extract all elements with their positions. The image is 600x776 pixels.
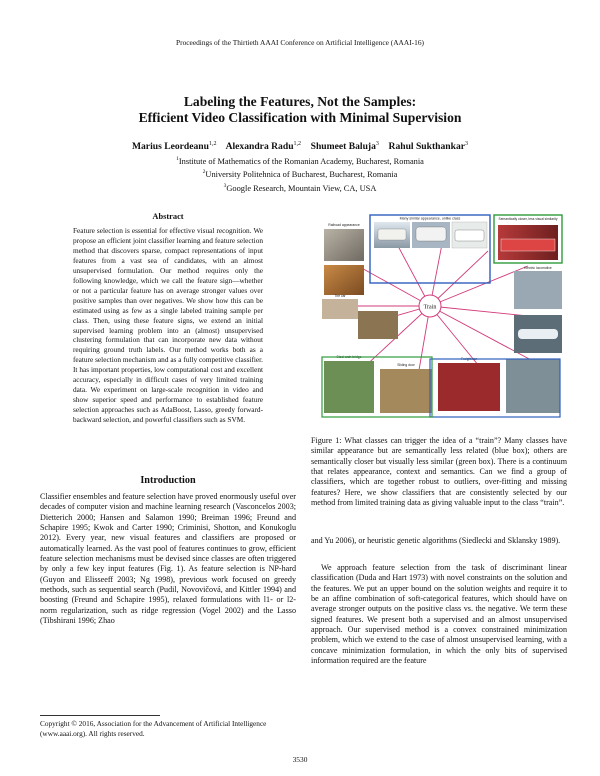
author: Alexandra Radu$^{1,2}$ xyxy=(225,141,302,153)
abstract-text: Feature selection is essential for effective visual recognition. We propose an efficient joint classifier learning and feature selection method that discovers sparse, compact representations of input features from a vast sea of candidates, with an almost unsupervised formulation. Our method requires only the following knowledge, which we call the feature sign—whether or not a particular feature has on average stronger values over positive samples than over negatives. We show how this can be estimated using as few as a single labeled training sample per class. Then, using these feature signs, we extend an initial supervised learning problem into an (almost) unsupervised clustering formulation that can incorporate new data without requiring ground truth labels. Our method works both as a feature selection mechanism and as a fully competitive classifier. It has important properties, low computational cost and excellent accuracy, especially in difficult cases of very limited training data. We experiment on large-scale recognition in video and show superior speed and performance to established feature selection approaches such as AdaBoost, Lasso, greedy forward-backward selection, and powerful classifiers such as SVM. xyxy=(73,226,263,425)
mid-left-label: Tire car xyxy=(334,294,346,298)
affiliation: $^1$Institute of Mathematics of the Romanian Academy, Bucharest, Romania xyxy=(176,156,424,166)
proceedings-header: Proceedings of the Thirtieth AAAI Conference on Artificial Intelligence (AAAI-16) xyxy=(176,38,424,47)
introduction-col2-b: We approach feature selection from the task of discriminant linear classification (Duda and Hart 1973) with novel constraints on the solution and the features. We put an upper bound on the solution weights and require it to be an affine combination of soft-categorical features, which should have on average stronger outputs on the positive class vs. the negative. We term these signed features. We present both a supervised and an almost unsupervised approach. Our supervised method is a convex constrained minimization problem, which we extend to the case of almost unsupervised learning, with a concave minimization formulation, in which the only bits of supervised information required are the feature xyxy=(311,563,567,666)
left-label: Railroad appearance xyxy=(328,223,360,227)
bottom-left-label: Steel arch bridge xyxy=(336,355,362,359)
author-list xyxy=(0,141,600,152)
affiliation: $^3$Google Research, Mountain View, CA, USA xyxy=(223,182,377,193)
photo-freight-car xyxy=(438,363,500,411)
footnote-rule xyxy=(40,715,160,716)
author: Shumeet Baluja$^3$ xyxy=(310,141,379,153)
photo-tire-car xyxy=(322,299,358,319)
affiliations xyxy=(0,154,600,194)
page-number: 3530 xyxy=(292,755,308,764)
title-line-2: Efficient Video Classification with Minimal Supervision xyxy=(138,110,462,125)
figure-1 xyxy=(318,211,565,426)
bottom-right-label: Freight car xyxy=(461,357,477,361)
train-node-label: Train xyxy=(423,304,437,311)
copyright-notice: Copyright © 2016, Association for the Advancement of Artificial Intelligence (www.aaai.org). All rights reserved. xyxy=(40,719,267,738)
photo-station-platform xyxy=(514,271,562,309)
bottom-mid-label: Sliding door xyxy=(397,363,415,367)
abstract-heading: Abstract xyxy=(152,212,184,221)
photo-bottom-mid xyxy=(380,369,432,413)
blue-box-label: Many similar appearance, unlike class xyxy=(399,216,461,221)
title-line-1: Labeling the Features, Not the Samples: xyxy=(183,94,417,109)
green-box-label: Semantically closer, less visual similarity xyxy=(498,217,558,221)
author: Marius Leordeanu$^{1,2}$ xyxy=(131,141,217,153)
author: Rahul Sukthankar$^3$ xyxy=(388,141,469,153)
photo-bottom-right xyxy=(506,359,560,413)
figure-caption: Figure 1: What classes can trigger the idea of a “train”? Many classes have similar appearance but are semantically less related (blue box); others are semantically closer but visually less similar (green box). There is a continuum that relates appearance, context and semantics. Can we find a group of classifiers, which are together robust to outliers, over-fitting and missing features? Here, we show classifiers that are consistently selected by our method from limited training data as giving valuable input to the class “train”. xyxy=(311,436,567,508)
affiliation: $^2$University Politehnica of Bucharest, Bucharest, Romania xyxy=(202,169,398,180)
photo-station xyxy=(324,229,364,261)
photo-bottom-left xyxy=(324,361,374,413)
introduction-heading: Introduction xyxy=(140,475,196,486)
introduction-col1: Classifier ensembles and feature selection have proved enormously useful over decades of computer vision and machine learning research (Vasconcelos 2003; Dietterich 2000; Hansen and Salamon 1990; Breiman 1996; Freund and Schapire 1995; Kwok and Carter 1990; Criminisi, Shotton, and Konukoglu 2012). Every year, new visual features and classifiers are proposed or automatically learned. As the vast pool of features continues to grow, efficient feature selection mechanisms must be devised since classes are often triggered by only a few key input features (Fig. 1). As feature selection is NP-hard (Guyon and Elisseeff 2003; Ng 1998), previous work focused on greedy methods, such as sequential search (Pudil, Novovičová, and Kittler 1994) and boosting (Freund and Schapire 1995), relaxed formulations with l1- or l2-norm regularization, such as ridge regression (Vogel 2002) and the Lasso (Tibshirani 1996; Zhao xyxy=(40,492,296,626)
introduction-col2-a: and Yu 2006), or heuristic genetic algorithms (Siedlecki and Sklansky 1989). xyxy=(311,536,561,545)
photo-bridge xyxy=(358,311,398,339)
right-label: Electric locomotive xyxy=(524,266,552,270)
paper-title xyxy=(0,94,600,126)
photo-roof xyxy=(324,265,364,295)
